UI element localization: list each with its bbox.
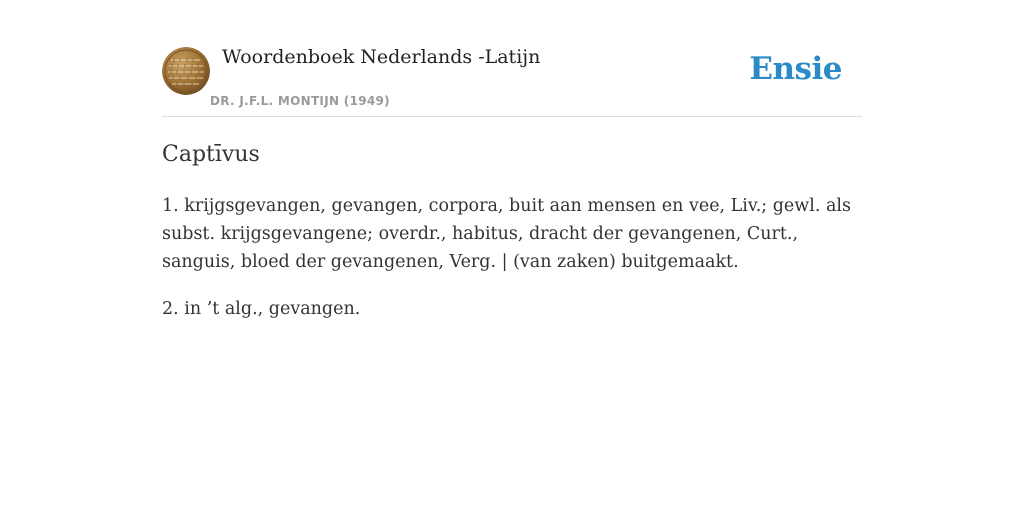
latin-inscription-coin-icon <box>162 47 210 95</box>
entry-headword: Captīvus <box>162 142 260 167</box>
definition-item: 1. krijgsgevangen, gevangen, corpora, buit aan mensen en vee, Liv.; gewl. als subst. krijgsgevangene; overdr., habitus, dracht der gevangenen, Curt., sanguis, bloed der gevangenen, Verg. | (van zaken) buitgemaakt. <box>162 196 852 272</box>
dictionary-header <box>162 40 862 117</box>
entry-content <box>162 138 862 323</box>
definition-item: 2. in ’t alg., gevangen. <box>162 299 361 319</box>
dictionary-title: Woordenboek Nederlands -Latijn <box>222 46 541 68</box>
ensie-logo-link[interactable]: Ensie <box>749 51 842 87</box>
dictionary-author: DR. J.F.L. MONTIJN (1949) <box>210 94 390 108</box>
